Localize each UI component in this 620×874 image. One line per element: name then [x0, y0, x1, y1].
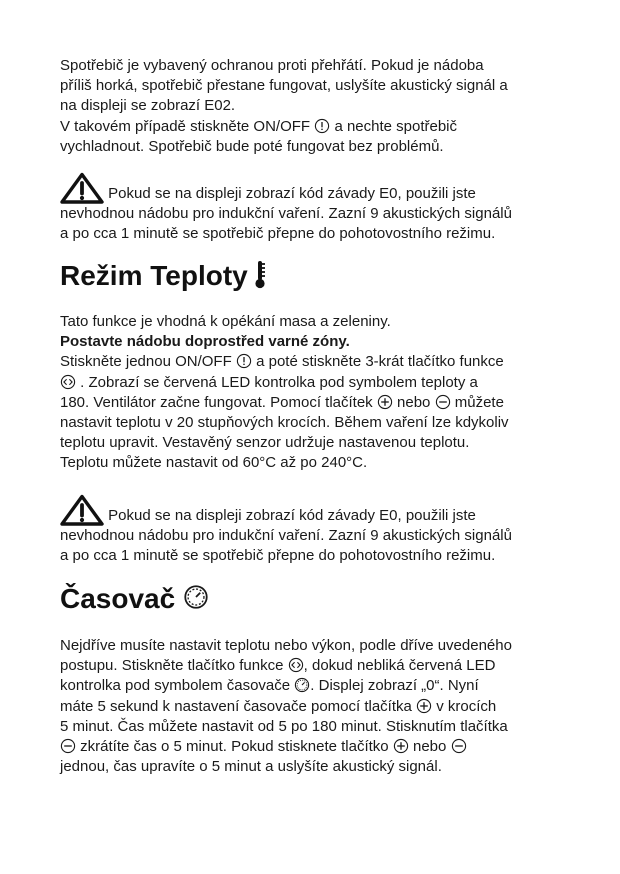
text-line: vychladnout. Spotřebič bude poté fungovat bez problémů.	[60, 137, 444, 155]
warning-line	[60, 494, 570, 526]
overheat-paragraph	[60, 56, 570, 157]
text-segment: 180. Ventilátor začne fungovat. Pomocí tlačítek	[60, 393, 373, 411]
text-segment: nebo	[397, 393, 431, 411]
text-segment: V takovém případě stiskněte ON/OFF	[60, 117, 311, 135]
text-line	[60, 373, 570, 393]
text-line: a po cca 1 minutě se spotřebič přepne do pohotovostního režimu.	[60, 547, 496, 565]
minus-icon	[435, 394, 451, 410]
text-segment: , dokud nebliká červená LED	[303, 657, 496, 675]
text-line: na displeji se zobrazí E02.	[60, 97, 236, 115]
minus-icon	[60, 738, 76, 754]
text-segment: Pokud se na displeji zobrazí kód závady E0, použili jste	[108, 185, 476, 202]
text-line: nevhodnou nádobu pro indukční vaření. Zazní 9 akustických signálů	[60, 205, 512, 223]
plus-icon	[393, 738, 409, 754]
warning-note-1	[60, 172, 570, 245]
function-icon	[288, 657, 304, 673]
heading-text: Režim Teploty	[60, 260, 248, 291]
text-line: příliš horká, spotřebič přestane fungovat, uslyšíte akustický signál a	[60, 77, 508, 95]
text-line	[60, 352, 570, 372]
text-segment: kontrolka pod symbolem časovače	[60, 677, 291, 695]
warning-icon	[60, 172, 104, 204]
heading-timer	[60, 581, 209, 617]
plus-icon	[416, 698, 432, 714]
heading-temperature-mode	[60, 258, 266, 294]
text-segment: zkrátíte čas o 5 minut. Pokud stisknete tlačítko	[80, 738, 389, 756]
timer-icon	[183, 584, 209, 610]
warning-icon	[60, 494, 104, 526]
text-line	[60, 676, 570, 696]
power-icon	[314, 118, 330, 134]
text-segment: a nechte spotřebič	[334, 117, 458, 135]
text-line	[60, 697, 570, 717]
plus-icon	[377, 394, 393, 410]
warning-line	[60, 172, 570, 204]
text-line	[60, 656, 570, 676]
function-icon	[60, 374, 76, 390]
temperature-paragraph	[60, 312, 570, 474]
text-segment: nebo	[413, 738, 447, 756]
text-segment: Pokud se na displeji zobrazí kód závady E0, použili jste	[108, 507, 476, 524]
text-segment: můžete	[454, 393, 504, 411]
text-line: a po cca 1 minutě se spotřebič přepne do pohotovostního režimu.	[60, 225, 496, 243]
timer-paragraph	[60, 636, 570, 777]
text-segment: máte 5 sekund k nastavení časovače pomocí tlačítka	[60, 697, 412, 715]
power-icon	[236, 353, 252, 369]
text-line	[60, 117, 570, 137]
text-segment: postupu. Stiskněte tlačítko funkce	[60, 657, 284, 675]
text-line: nastavit teplotu v 20 stupňových krocích. Během vaření lze kdykoliv	[60, 414, 509, 432]
warning-note-2	[60, 494, 570, 567]
text-line: teplotu upravit. Vestavěný senzor udržuje nastavenou teplotu.	[60, 434, 470, 452]
text-segment: v krocích	[436, 697, 497, 715]
thermometer-icon	[254, 259, 266, 289]
text-line: 5 minut. Čas můžete nastavit od 5 po 180 minut. Stisknutím tlačítka	[60, 717, 508, 735]
bold-instruction: Postavte nádobu doprostřed varné zóny.	[60, 333, 350, 351]
text-line: Tato funkce je vhodná k opékání masa a zeleniny.	[60, 313, 391, 330]
text-line	[60, 737, 570, 757]
text-line: Nejdříve musíte nastavit teplotu nebo výkon, podle dříve uvedeného	[60, 637, 512, 654]
timer-icon	[294, 677, 310, 693]
text-line: jednou, čas upravíte o 5 minut a uslyšíte akustický signál.	[60, 758, 442, 776]
text-line: Spotřebič je vybavený ochranou proti přehřátí. Pokud je nádoba	[60, 57, 484, 74]
text-segment: . Zobrazí se červená LED kontrolka pod symbolem teploty a	[80, 373, 478, 391]
heading-text: Časovač	[60, 583, 176, 614]
text-segment: . Displej zobrazí „0“. Nyní	[310, 677, 479, 695]
text-line: nevhodnou nádobu pro indukční vaření. Zazní 9 akustických signálů	[60, 527, 512, 545]
minus-icon	[451, 738, 467, 754]
text-segment: a poté stiskněte 3-krát tlačítko funkce	[256, 353, 504, 371]
text-segment: Stiskněte jednou ON/OFF	[60, 353, 232, 371]
text-line: Teplotu můžete nastavit od 60°C až po 240°C.	[60, 454, 368, 472]
text-line	[60, 393, 570, 413]
